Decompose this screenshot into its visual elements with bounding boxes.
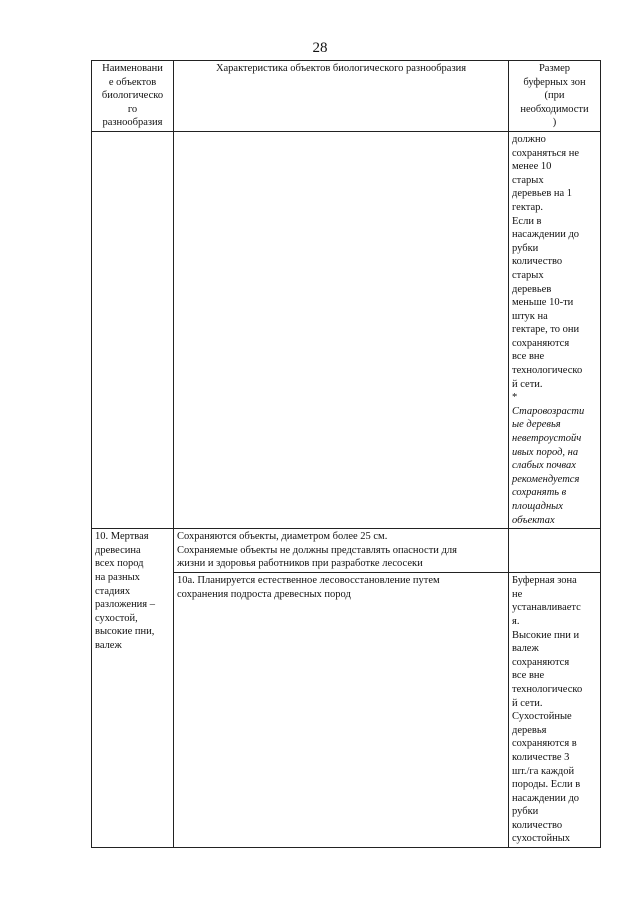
row10a-characteristic-cell: 10а. Планируется естественное лесовосстановление путем сохранения подроста древесных пород	[174, 573, 509, 848]
continuation-buffer-cell: должно сохраняться не менее 10 старых деревьев на 1 гектар. Если в насаждении до рубки количество старых деревьев меньше 10-ти штук на гектаре, то они сохраняются все вне технологическо й сети. * Старовозрасти ые деревья неветроустойч ивых пород, на слабых почвах рекомендуется сохранять в площадных объектах	[509, 131, 601, 528]
continuation-name-cell	[92, 131, 174, 528]
header-characteristic: Характеристика объектов биологического разнообразия	[174, 61, 509, 132]
biodiversity-table	[91, 60, 601, 848]
page-number: 28	[312, 40, 328, 56]
row10-buffer-cell	[509, 529, 601, 573]
header-object-name: Наименовани е объектов биологическо го разнообразия	[92, 61, 174, 132]
note-asterisk: *	[512, 392, 518, 404]
header-buffer-size: Размер буферных зон (при необходимости )	[509, 61, 601, 132]
row10-name-cell: 10. Мертвая древесина всех пород на разных стадиях разложения – сухостой, высокие пни, валеж	[92, 529, 174, 848]
continuation-characteristic-cell	[174, 131, 509, 528]
row10-characteristic-cell: Сохраняются объекты, диаметром более 25 см. Сохраняемые объекты не должны представлять опасности для жизни и здоровья работников при разработке лесосеки	[174, 529, 509, 573]
table-row-10	[92, 529, 601, 573]
row10a-buffer-cell: Буферная зона не устанавливаетс я. Высокие пни и валеж сохраняются все вне технологическо й сети. Сухостойные деревья сохраняются в количестве 3 шт./га каждой породы. Если в насаждении до рубки количество сухостойных	[509, 573, 601, 848]
table-header-row	[92, 61, 601, 132]
table-row-continuation	[92, 131, 601, 528]
